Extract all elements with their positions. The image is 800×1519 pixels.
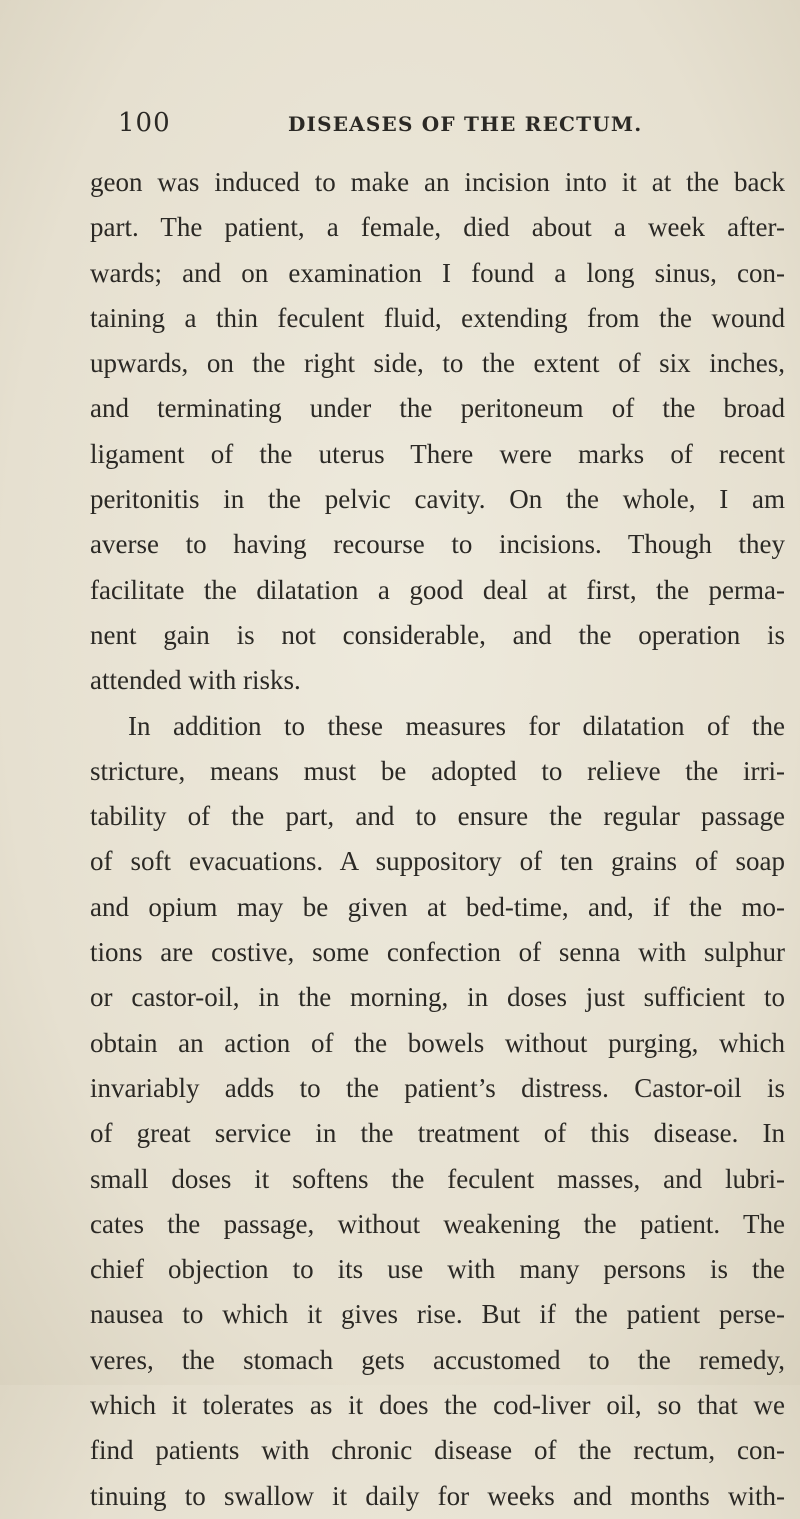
paragraph-end-line: attended with risks. — [90, 665, 301, 696]
text-line: small doses it softens the feculent masses, and lubri- — [90, 1163, 785, 1194]
text-line: of great service in the treatment of this disease. In — [90, 1118, 785, 1149]
page-number: 100 — [118, 108, 171, 138]
text-line: and opium may be given at bed-time, and, if the mo- — [90, 891, 785, 922]
text-line: geon was induced to make an incision into it at the back — [90, 167, 785, 197]
text-line: veres, the stomach gets accustomed to the remedy, — [90, 1344, 785, 1375]
text-line: wards; and on examination I found a long sinus, con- — [90, 257, 785, 288]
page-header — [118, 108, 778, 148]
text-line: which it tolerates as it does the cod-liver oil, so that we — [90, 1390, 785, 1421]
text-line: peritonitis in the pelvic cavity. On the whole, I am — [90, 484, 785, 515]
text-line: obtain an action of the bowels without purging, which — [90, 1027, 785, 1058]
text-line: chief objection to its use with many persons is the — [90, 1254, 785, 1285]
text-line: invariably adds to the patient’s distress. Castor-oil is — [90, 1072, 785, 1103]
text-line: find patients with chronic disease of the rectum, con- — [90, 1435, 785, 1466]
text-line: or castor-oil, in the morning, in doses just sufficient to — [90, 982, 785, 1013]
text-line: nausea to which it gives rise. But if the patient perse- — [90, 1299, 785, 1330]
text-line: tability of the part, and to ensure the regular passage — [90, 801, 785, 832]
text-line: upwards, on the right side, to the extent of six inches, — [90, 348, 785, 379]
text-line: tions are costive, some confection of senna with sulphur — [90, 937, 785, 968]
text-line: tinuing to swallow it daily for weeks and months with- — [90, 1480, 785, 1511]
running-head: DISEASES OF THE RECTUM. — [288, 112, 643, 136]
text-line: and terminating under the peritoneum of the broad — [90, 393, 785, 424]
text-line: cates the passage, without weakening the patient. The — [90, 1208, 785, 1239]
text-line: taining a thin feculent fluid, extending from the wound — [90, 302, 785, 333]
text-line: ligament of the uterus There were marks of recent — [90, 438, 785, 469]
text-line: stricture, means must be adopted to relieve the irri- — [90, 755, 785, 786]
text-line: nent gain is not considerable, and the operation is — [90, 619, 785, 650]
text-line: averse to having recourse to incisions. Though they — [90, 529, 785, 560]
text-line: of soft evacuations. A suppository of ten grains of soap — [90, 846, 785, 877]
text-line: facilitate the dilatation a good deal at first, the perma- — [90, 574, 785, 605]
text-line: part. The patient, a female, died about a week after- — [90, 212, 785, 243]
paragraph-start-line: In addition to these measures for dilatation of the — [128, 710, 785, 741]
body-text — [90, 160, 785, 1519]
